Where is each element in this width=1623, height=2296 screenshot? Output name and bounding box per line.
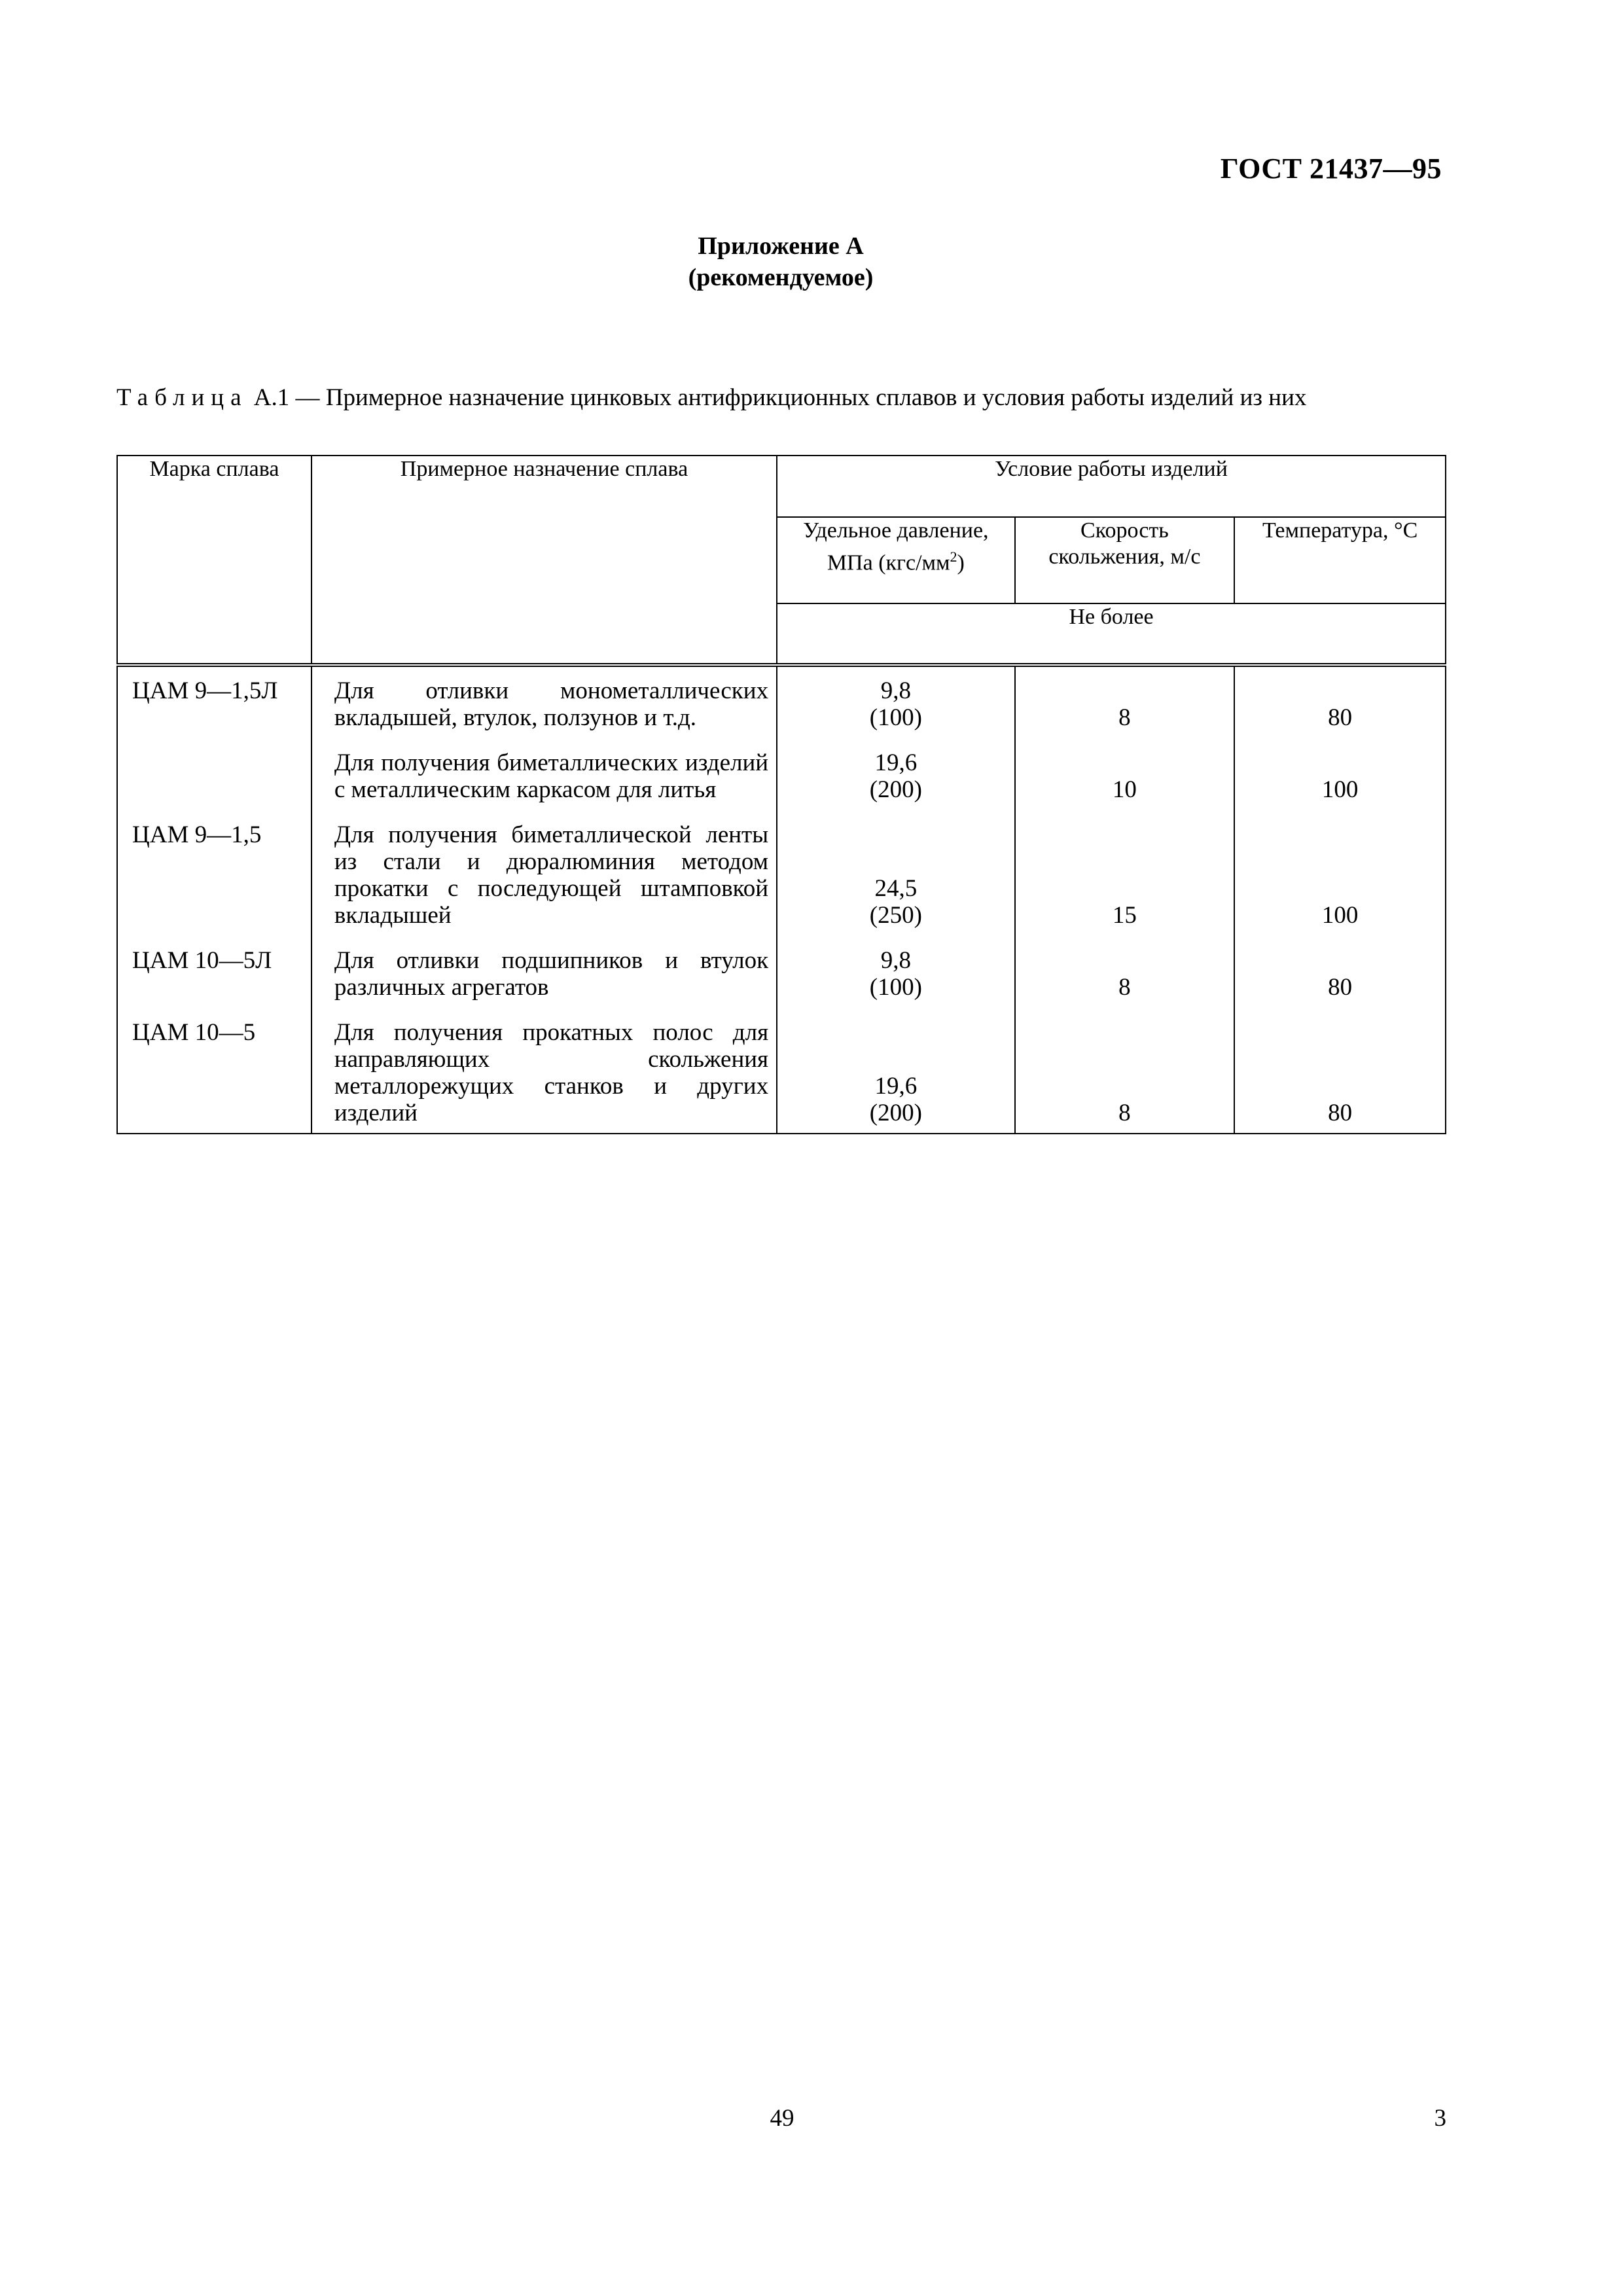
row-speed: 8 bbox=[1015, 1019, 1235, 1134]
row-temperature: 80 bbox=[1234, 665, 1446, 731]
row-grade: ЦАМ 10—5 bbox=[117, 1019, 312, 1134]
table-row bbox=[117, 665, 1446, 731]
table-row bbox=[117, 947, 1446, 1001]
row-purpose: Для получения биметаллической ленты из стали и дюралюминия методом прокатки с последующей штамповкой вкладышей bbox=[312, 821, 777, 929]
row-temperature: 80 bbox=[1234, 947, 1446, 1001]
header-conditions: Условие работы изделий bbox=[777, 456, 1446, 517]
alloys-table bbox=[116, 455, 1446, 1134]
row-speed: 15 bbox=[1015, 821, 1235, 929]
row-purpose: Для получения прокатных полос для направляющих скольжения металлорежущих станков и других изделий bbox=[312, 1019, 777, 1134]
row-grade: ЦАМ 10—5Л bbox=[117, 947, 312, 1001]
table-caption-text: А.1 — Примерное назначение цинковых антифрикционных сплавов и условия работы изделий из них bbox=[247, 384, 1307, 411]
row-speed: 8 bbox=[1015, 665, 1235, 731]
row-speed: 8 bbox=[1015, 947, 1235, 1001]
page-number-right: 3 bbox=[1434, 2105, 1446, 2132]
row-purpose: Для отливки монометаллических вкладышей, втулок, ползунов и т.д. bbox=[312, 665, 777, 731]
row-purpose: Для отливки подшипников и втулок различных агрегатов bbox=[312, 947, 777, 1001]
header-temperature: Температура, °С bbox=[1234, 517, 1446, 603]
document-code: ГОСТ 21437—95 bbox=[1220, 152, 1442, 185]
row-temperature: 100 bbox=[1234, 749, 1446, 803]
row-purpose: Для получения биметаллических изделий с металлическим каркасом для литья bbox=[312, 749, 777, 803]
header-speed-line1: Скорость bbox=[1080, 518, 1169, 543]
row-pressure: 19,6 (200) bbox=[777, 749, 1015, 803]
header-pressure bbox=[777, 517, 1015, 603]
header-speed bbox=[1015, 517, 1235, 603]
row-pressure: 9,8 (100) bbox=[777, 665, 1015, 731]
table-row bbox=[117, 1019, 1446, 1134]
header-pressure-line2: МПа $(кгс/мм^2)$ bbox=[827, 548, 965, 575]
row-speed: 10 bbox=[1015, 749, 1235, 803]
header-pressure-line1: Удельное давление, bbox=[803, 518, 989, 543]
row-temperature: 80 bbox=[1234, 1019, 1446, 1134]
row-grade bbox=[117, 749, 312, 803]
row-grade: ЦАМ 9—1,5Л bbox=[117, 665, 312, 731]
table-row bbox=[117, 821, 1446, 929]
row-temperature: 100 bbox=[1234, 821, 1446, 929]
row-grade: ЦАМ 9—1,5 bbox=[117, 821, 312, 929]
row-pressure: 24,5 (250) bbox=[777, 821, 1015, 929]
page-number-center: 49 bbox=[770, 2105, 794, 2132]
annex-heading bbox=[0, 230, 1561, 293]
table-caption bbox=[116, 385, 1445, 411]
header-purpose: Примерное назначение сплава bbox=[312, 456, 777, 665]
row-pressure: 19,6 (200) bbox=[777, 1019, 1015, 1134]
table-caption-prefix: Таблица bbox=[116, 384, 248, 411]
table-row bbox=[117, 749, 1446, 803]
header-grade: Марка сплава bbox=[117, 456, 312, 665]
header-limit: Не более bbox=[777, 603, 1446, 665]
annex-subtitle: (рекомендуемое) bbox=[688, 264, 874, 291]
header-speed-line2: скольжения, м/с bbox=[1048, 545, 1201, 569]
row-pressure: 9,8 (100) bbox=[777, 947, 1015, 1001]
annex-title: Приложение А bbox=[698, 232, 864, 260]
